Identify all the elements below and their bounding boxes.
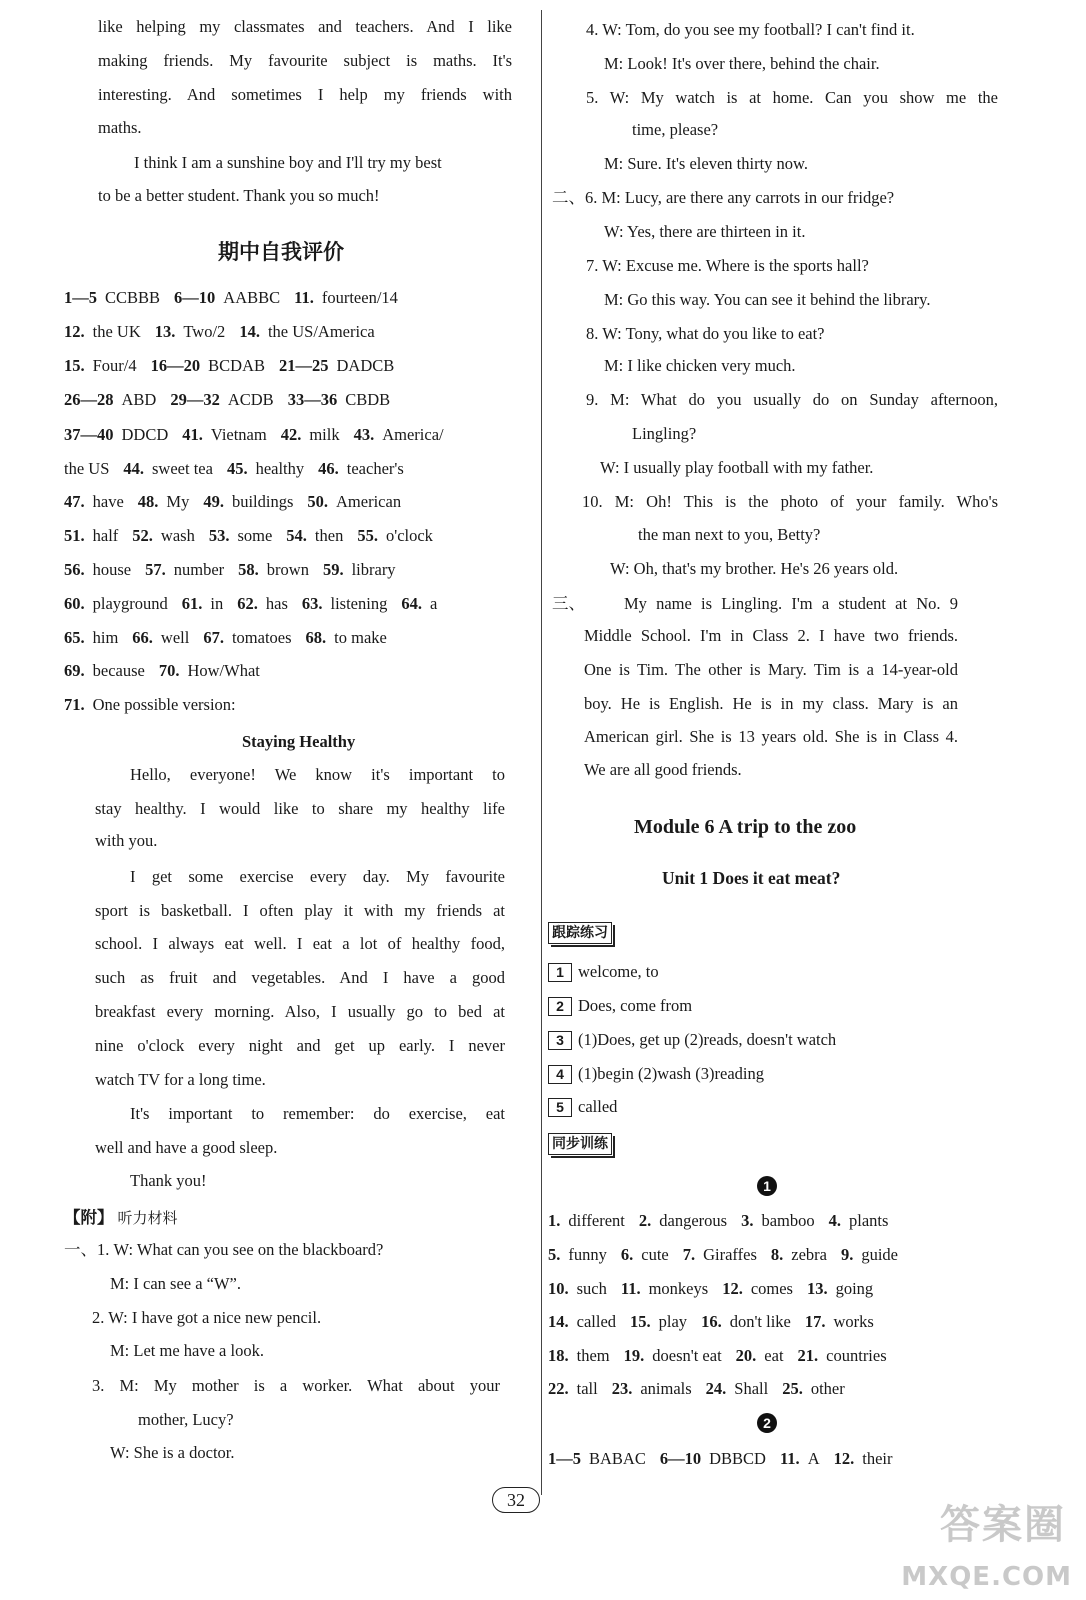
answer-text: welcome, to (578, 962, 659, 981)
item-answer: countries (826, 1346, 887, 1365)
item-answer: different (568, 1211, 625, 1230)
item-number: 49. (203, 492, 224, 511)
item-answer: milk (309, 425, 340, 444)
dialog-line: M: I like chicken very much. (604, 356, 796, 375)
item-number: 12. (833, 1449, 855, 1468)
item-number: 10. (548, 1279, 569, 1298)
item-answer: the US (64, 459, 110, 478)
number-box: 2 (548, 997, 572, 1016)
item-answer: wash (160, 526, 195, 545)
item-number: 70. (158, 661, 180, 680)
dialog-line: W: Oh, that's my brother. He's 26 years old. (610, 559, 899, 578)
item-number: 13. (154, 322, 176, 341)
item-answer: My (166, 492, 190, 511)
item-number: 1. (548, 1211, 561, 1230)
passage-line: One is Tim. The other is Mary. Tim is a 14-year-old (584, 660, 958, 679)
item-number: 41. (182, 425, 203, 444)
section-title: 期中自我评价 (218, 241, 344, 264)
essay-line: with you. (95, 831, 158, 850)
sync-row (548, 1211, 888, 1231)
listening-line: mother, Lucy? (138, 1410, 234, 1429)
item-answer: CCBBB (105, 288, 161, 307)
numbered-answer (548, 962, 659, 982)
essay-line: Thank you! (130, 1171, 207, 1190)
item-number: 1—5 (64, 288, 97, 307)
item-number: 58. (238, 560, 259, 579)
listening-line: 2. W: I have got a nice new pencil. (92, 1308, 322, 1327)
appendix-heading (64, 1208, 178, 1228)
listening-line: 3. M: My mother is a worker. What about your (92, 1376, 500, 1395)
answer-row (64, 560, 396, 580)
item-number: 43. (353, 425, 375, 444)
intro-line: maths. (98, 118, 142, 137)
item-number: 6—10 (659, 1449, 702, 1468)
item-answer: the UK (92, 322, 141, 341)
item-number: 7. (682, 1245, 696, 1264)
item-number: 2. (638, 1211, 652, 1230)
item-answer: cute (641, 1245, 669, 1264)
item-number: 51. (64, 526, 85, 545)
item-answer: called (576, 1312, 617, 1331)
dialog-line: time, please? (632, 120, 719, 139)
item-number: 52. (132, 526, 153, 545)
item-answer: house (92, 560, 132, 579)
item-number: 47. (64, 492, 85, 511)
dialog-line: M: Look! It's over there, behind the chair. (604, 54, 880, 73)
item-answer: dangerous (659, 1211, 728, 1230)
item-answer: AABBC (223, 288, 281, 307)
item-answer: the US/America (267, 322, 375, 341)
essay-title: Staying Healthy (242, 732, 356, 751)
essay-line: I get some exercise every day. My favourite (130, 867, 505, 886)
sync-row (548, 1312, 874, 1332)
item-number: 21—25 (279, 356, 329, 375)
dialog-line: M: Go this way. You can see it behind the library. (604, 290, 931, 309)
item-answer: going (835, 1279, 874, 1298)
item-answer: has (265, 594, 288, 613)
item-number: 15. (630, 1312, 651, 1331)
item-number: 16. (701, 1312, 722, 1331)
answer-row (64, 594, 437, 614)
item-answer: tall (576, 1379, 598, 1398)
item-number: 33—36 (287, 390, 338, 409)
item-number: 11. (779, 1449, 800, 1468)
item-number: 3. (741, 1211, 754, 1230)
item-number: 65. (64, 628, 85, 647)
dialog-line: 10. M: Oh! This is the photo of your family. Who's (582, 492, 998, 511)
answer-row (64, 322, 375, 342)
item-number: 26—28 (64, 390, 114, 409)
item-answer: play (658, 1312, 688, 1331)
item-number: 1—5 (548, 1449, 581, 1468)
item-number: 17. (804, 1312, 826, 1331)
answer-row (64, 492, 401, 512)
item-answer: BCDAB (208, 356, 265, 375)
essay-line: Hello, everyone! We know it's important to (130, 765, 505, 784)
answer-row (64, 356, 394, 376)
item-number: 50. (307, 492, 329, 511)
intro-line: I think I am a sunshine boy and I'll try my best (134, 153, 442, 172)
item-answer: other (810, 1379, 845, 1398)
item-answer: library (351, 560, 396, 579)
item-number: 25. (782, 1379, 803, 1398)
item-answer: Two/2 (183, 322, 226, 341)
item-number: 61. (181, 594, 203, 613)
essay-line: watch TV for a long time. (95, 1070, 266, 1089)
sync-row (548, 1279, 873, 1299)
answer-row (548, 1449, 892, 1469)
item-answer: their (862, 1449, 893, 1468)
item-number: 54. (286, 526, 307, 545)
item-number: 14. (548, 1312, 569, 1331)
numbered-answer (548, 996, 692, 1016)
item-number: 11. (294, 288, 314, 307)
dialog-line: 4. W: Tom, do you see my football? I can't find it. (586, 20, 915, 39)
item-answer: America/ (382, 425, 444, 444)
passage-line: American girl. She is 13 years old. She is in Class 4. (584, 727, 958, 746)
dialog-line: 7. W: Excuse me. Where is the sports hall? (586, 256, 869, 275)
item-number: 64. (401, 594, 422, 613)
item-answer: zebra (791, 1245, 827, 1264)
appendix-title: 听力材料 (117, 1209, 178, 1227)
item-number: 46. (318, 459, 339, 478)
numbered-answer (548, 1030, 836, 1050)
item-answer: CBDB (345, 390, 391, 409)
number-box: 3 (548, 1031, 572, 1050)
item-answer: buildings (231, 492, 294, 511)
item-number: 44. (123, 459, 144, 478)
item-answer: him (92, 628, 119, 647)
item-number: 12. (722, 1279, 743, 1298)
item-number: 62. (237, 594, 258, 613)
item-number: 57. (145, 560, 166, 579)
unit-title: Unit 1 Does it eat meat? (662, 868, 841, 888)
intro-line: making friends. My favourite subject is maths. It's (98, 51, 512, 70)
item-answer: works (833, 1312, 874, 1331)
item-number: 15. (64, 356, 85, 375)
item-answer: Vietnam (210, 425, 267, 444)
item-answer: American (336, 492, 402, 511)
item-number: 60. (64, 594, 85, 613)
page-number: 32 (492, 1487, 540, 1513)
item-answer: number (173, 560, 225, 579)
item-answer: don't like (729, 1312, 791, 1331)
module-title: Module 6 A trip to the zoo (634, 816, 857, 838)
item-answer: bamboo (761, 1211, 815, 1230)
answer-row (64, 390, 390, 410)
item-answer: DADCB (336, 356, 395, 375)
item-answer: some (237, 526, 273, 545)
item-number: 59. (322, 560, 344, 579)
item-number: 56. (64, 560, 85, 579)
item-answer: A (807, 1449, 820, 1468)
listening-line: W: She is a doctor. (110, 1443, 235, 1462)
answer-text: (1)begin (2)wash (3)reading (578, 1064, 765, 1083)
item-answer: DDCD (121, 425, 169, 444)
item-answer: How/What (187, 661, 260, 680)
item-number: 69. (64, 661, 85, 680)
item-number: 37—40 (64, 425, 114, 444)
essay-line: school. I always eat well. I eat a lot of healthy food, (95, 934, 505, 953)
item-answer: a (429, 594, 438, 613)
item-number: 11. (620, 1279, 641, 1298)
answer-row (64, 526, 433, 546)
item-answer: eat (764, 1346, 784, 1365)
item-number: 55. (357, 526, 378, 545)
passage-label: 三、 (552, 594, 585, 613)
number-box: 1 (548, 963, 572, 982)
item-number: 6—10 (174, 288, 216, 307)
item-answer: brown (266, 560, 309, 579)
item-answer: sweet tea (152, 459, 213, 478)
item-answer: fourteen/14 (321, 288, 398, 307)
item-number: 20. (735, 1346, 757, 1365)
item-answer: doesn't eat (652, 1346, 722, 1365)
item-answer: Giraffes (703, 1245, 757, 1264)
essay-line: It's important to remember: do exercise, eat (130, 1104, 505, 1123)
dialog-line: M: Sure. It's eleven thirty now. (604, 154, 808, 173)
item-answer: o'clock (385, 526, 433, 545)
item-answer: teacher's (346, 459, 404, 478)
answer-row (64, 661, 260, 681)
item-answer: ABD (121, 390, 157, 409)
item-answer: BABAC (589, 1449, 646, 1468)
passage-line: boy. He is English. He is in my class. Mary is an (584, 694, 958, 713)
exercise-number-1: 1 (757, 1176, 777, 1196)
essay-line: nine o'clock every night and get up early. I never (95, 1036, 505, 1055)
item-answer: ACDB (227, 390, 274, 409)
passage-line: We are all good friends. (584, 760, 742, 779)
item-number: 53. (208, 526, 230, 545)
item-number: 45. (226, 459, 248, 478)
exercise-number-2: 2 (757, 1413, 777, 1433)
item-number: 63. (301, 594, 323, 613)
item-number: 13. (806, 1279, 828, 1298)
item-answer: animals (640, 1379, 692, 1398)
intro-line: like helping my classmates and teachers. And I like (98, 17, 512, 36)
passage-line: Middle School. I'm in Class 2. I have two friends. (584, 626, 958, 645)
answer-text: called (578, 1097, 618, 1116)
essay-line: breakfast every morning. Also, I usually go to bed at (95, 1002, 505, 1021)
item-answer: well (160, 628, 190, 647)
item-answer: healthy (255, 459, 305, 478)
item-number: 23. (611, 1379, 633, 1398)
answer-row (64, 695, 236, 715)
item-number: 48. (137, 492, 159, 511)
item-answer: monkeys (648, 1279, 709, 1298)
item-number: 18. (548, 1346, 569, 1365)
item-number: 67. (203, 628, 224, 647)
item-answer: in (210, 594, 224, 613)
item-answer: One possible version: (92, 695, 236, 714)
item-answer: DBBCD (709, 1449, 766, 1468)
dialog-line: 9. M: What do you usually do on Sunday afternoon, (586, 390, 998, 409)
number-box: 4 (548, 1065, 572, 1084)
item-answer: funny (568, 1245, 607, 1264)
essay-line: such as fruit and vegetables. And I have a good (95, 968, 505, 987)
item-answer: to make (334, 628, 387, 647)
intro-line: to be a better student. Thank you so much! (98, 186, 380, 205)
dialog-line: W: I usually play football with my father. (600, 458, 874, 477)
item-answer: plants (849, 1211, 889, 1230)
answer-row (64, 288, 398, 308)
sync-row (548, 1245, 898, 1265)
item-answer: half (92, 526, 119, 545)
item-number: 6. (620, 1245, 634, 1264)
item-number: 14. (239, 322, 260, 341)
item-answer: tomatoes (231, 628, 292, 647)
dialog-line: 5. W: My watch is at home. Can you show me the (586, 88, 998, 107)
item-answer: Four/4 (92, 356, 137, 375)
numbered-answer (548, 1064, 764, 1084)
dialog-line: the man next to you, Betty? (638, 525, 821, 544)
answer-row (64, 425, 444, 445)
column-divider (541, 10, 542, 1495)
answer-row (64, 459, 404, 479)
appendix-label: 【附】 (64, 1208, 114, 1227)
numbered-answer (548, 1097, 617, 1117)
item-number: 42. (280, 425, 302, 444)
intro-line: interesting. And sometimes I help my friends with (98, 85, 512, 104)
item-answer: Shall (734, 1379, 769, 1398)
dialog-line: 二、6. M: Lucy, are there any carrots in our fridge? (552, 188, 895, 207)
item-number: 12. (64, 322, 85, 341)
item-number: 24. (705, 1379, 727, 1398)
watermark-url: MXQE.COM (901, 1562, 1072, 1592)
sync-row (548, 1346, 887, 1366)
item-answer: playground (92, 594, 168, 613)
listening-line: 一、1. W: What can you see on the blackboard? (64, 1240, 384, 1259)
item-number: 29—32 (170, 390, 220, 409)
listening-line: M: Let me have a look. (110, 1341, 264, 1360)
item-answer: such (576, 1279, 607, 1298)
item-number: 9. (840, 1245, 854, 1264)
item-number: 8. (770, 1245, 784, 1264)
sync-row (548, 1379, 845, 1399)
item-number: 66. (132, 628, 153, 647)
passage-line: My name is Lingling. I'm a student at No. 9 (624, 594, 958, 613)
watermark-logo: 答案圈 (940, 1502, 1066, 1548)
item-number: 22. (548, 1379, 569, 1398)
dialog-line: Lingling? (632, 424, 697, 443)
dialog-line: 8. W: Tony, what do you like to eat? (586, 324, 825, 343)
number-box: 5 (548, 1098, 572, 1117)
item-answer: them (576, 1346, 610, 1365)
dialog-line: W: Yes, there are thirteen in it. (604, 222, 806, 241)
item-number: 71. (64, 695, 85, 714)
item-number: 19. (623, 1346, 645, 1365)
item-answer: because (92, 661, 145, 680)
essay-line: stay healthy. I would like to share my healthy life (95, 799, 505, 818)
item-number: 5. (548, 1245, 561, 1264)
listening-line: M: I can see a “W”. (110, 1274, 242, 1293)
item-answer: listening (330, 594, 388, 613)
answer-row (64, 628, 387, 648)
answer-text: Does, come from (578, 996, 693, 1015)
answer-text: (1)Does, get up (2)reads, doesn't watch (578, 1030, 837, 1049)
item-number: 21. (797, 1346, 819, 1365)
item-number: 4. (828, 1211, 842, 1230)
sync-training-label: 同步训练 (548, 1133, 612, 1155)
tracking-practice-label: 跟踪练习 (548, 922, 612, 944)
essay-line: sport is basketball. I often play it with my friends at (95, 901, 505, 920)
item-answer: comes (750, 1279, 793, 1298)
item-answer: have (92, 492, 124, 511)
item-answer: then (314, 526, 344, 545)
essay-line: well and have a good sleep. (95, 1138, 278, 1157)
item-number: 68. (305, 628, 327, 647)
item-answer: guide (861, 1245, 899, 1264)
item-number: 16—20 (150, 356, 201, 375)
